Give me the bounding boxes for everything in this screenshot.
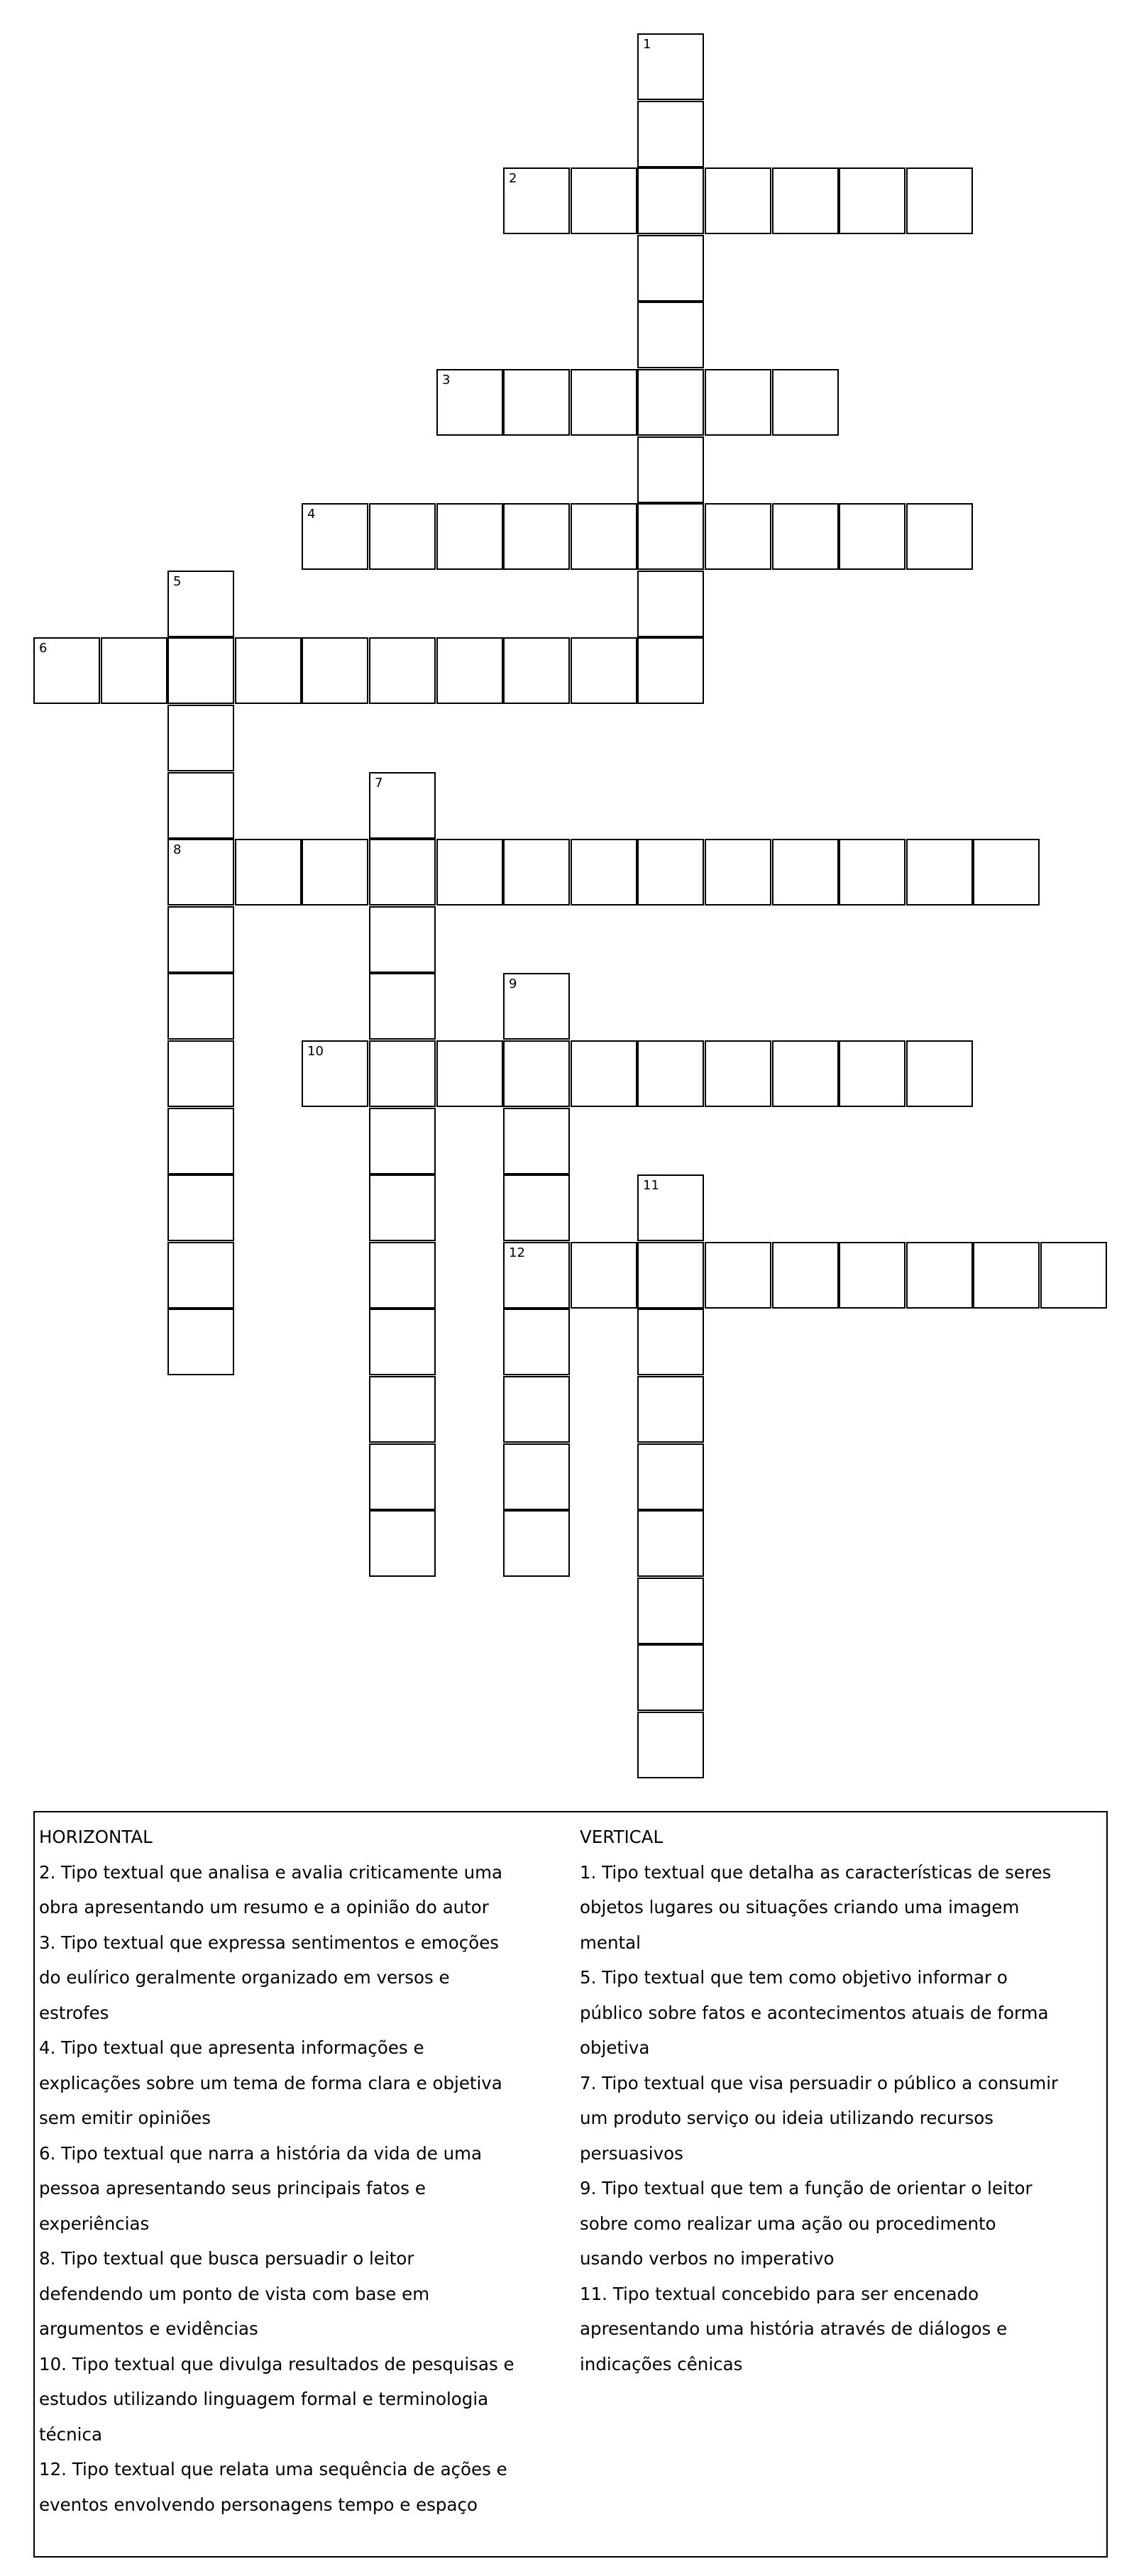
grid-cell[interactable] xyxy=(167,772,234,839)
grid-cell[interactable] xyxy=(503,839,570,906)
grid-cell[interactable] xyxy=(637,235,704,302)
grid-cell[interactable] xyxy=(503,1174,570,1241)
grid-cell[interactable] xyxy=(637,33,704,100)
horizontal-clue-line: 3. Tipo textual que expressa sentimentos e emoções xyxy=(39,1932,500,1953)
grid-cell[interactable] xyxy=(369,1510,436,1577)
clue-number: 12 xyxy=(509,1245,525,1260)
clue-number: 10 xyxy=(307,1044,324,1059)
horizontal-clue-line: do eulírico geralmente organizado em versos e xyxy=(39,1967,450,1988)
grid-cell[interactable] xyxy=(167,1108,234,1174)
grid-cell[interactable] xyxy=(637,1376,704,1443)
grid-cell[interactable] xyxy=(637,302,704,368)
clue-number: 2 xyxy=(509,171,517,186)
grid-cell[interactable] xyxy=(33,637,100,704)
grid-cell[interactable] xyxy=(369,1174,436,1241)
horizontal-clue-line: experiências xyxy=(39,2213,150,2234)
grid-cell[interactable] xyxy=(369,1242,436,1309)
grid-cell[interactable] xyxy=(503,1309,570,1375)
grid-cell[interactable] xyxy=(637,637,704,704)
clue-number: 3 xyxy=(442,373,451,387)
grid-cell[interactable] xyxy=(839,1040,905,1107)
vertical-clue-line: 1. Tipo textual que detalha as características de seres xyxy=(580,1861,1052,1883)
grid-cell[interactable] xyxy=(637,1644,704,1711)
grid-cell[interactable] xyxy=(637,571,704,637)
vertical-clue-line: objetos lugares ou situações criando uma imagem xyxy=(580,1897,1020,1917)
vertical-title: VERTICAL xyxy=(580,1827,664,1847)
vertical-clue-line: 9. Tipo textual que tem a função de orientar o leitor xyxy=(580,2178,1033,2198)
horizontal-title: HORIZONTAL xyxy=(39,1827,153,1847)
vertical-clue-line: apresentando uma história através de diálogos e xyxy=(580,2318,1008,2339)
grid-cell[interactable] xyxy=(705,1040,771,1107)
horizontal-clue-line: pessoa apresentando seus principais fatos e xyxy=(39,2178,426,2198)
grid-cell[interactable] xyxy=(167,637,234,704)
clues-box xyxy=(33,1811,1108,2558)
grid-cell[interactable] xyxy=(167,973,234,1040)
vertical-clue-line: 11. Tipo textual concebido para ser encenado xyxy=(580,2283,979,2304)
grid-cell[interactable] xyxy=(705,1242,771,1309)
grid-cell[interactable] xyxy=(906,839,973,906)
grid-cell[interactable] xyxy=(167,839,234,906)
grid-cell[interactable] xyxy=(369,1376,436,1443)
grid-cell[interactable] xyxy=(369,637,436,704)
grid-cell[interactable] xyxy=(906,1040,973,1107)
grid-cell[interactable] xyxy=(369,1443,436,1510)
grid-cell[interactable] xyxy=(906,167,973,234)
clue-number: 11 xyxy=(643,1178,659,1193)
clue-number: 5 xyxy=(173,574,182,589)
horizontal-clue-line: estrofes xyxy=(39,2002,109,2023)
vertical-clue-line: 7. Tipo textual que visa persuadir o público a consumir xyxy=(580,2072,1059,2093)
grid-cell[interactable] xyxy=(503,973,570,1040)
clue-number: 6 xyxy=(39,641,48,656)
grid-cell[interactable] xyxy=(302,637,368,704)
grid-cell[interactable] xyxy=(167,1309,234,1375)
grid-cell[interactable] xyxy=(637,503,704,570)
clue-number: 1 xyxy=(643,37,651,52)
vertical-clue-line: mental xyxy=(580,1932,641,1953)
grid-cell[interactable] xyxy=(906,503,973,570)
grid-cell[interactable] xyxy=(167,906,234,973)
grid-cell[interactable] xyxy=(503,1040,570,1107)
grid-cell[interactable] xyxy=(503,1510,570,1577)
horizontal-clues xyxy=(39,1820,571,2522)
grid-cell[interactable] xyxy=(637,1174,704,1241)
vertical-clue-line: persuasivos xyxy=(580,2142,683,2164)
grid-cell[interactable] xyxy=(637,839,704,906)
grid-cell[interactable] xyxy=(369,1108,436,1174)
horizontal-clue-line: explicações sobre um tema de forma clara e objetiva xyxy=(39,2072,502,2093)
grid-cell[interactable] xyxy=(235,839,302,906)
grid-cell[interactable] xyxy=(839,167,905,234)
grid-cell[interactable] xyxy=(637,1712,704,1778)
grid-cell[interactable] xyxy=(436,369,503,436)
grid-cell[interactable] xyxy=(839,1242,905,1309)
grid-cell[interactable] xyxy=(503,167,570,234)
grid-cell[interactable] xyxy=(369,772,436,839)
grid-cell[interactable] xyxy=(369,839,436,906)
grid-cell[interactable] xyxy=(839,503,905,570)
grid-cell[interactable] xyxy=(503,1242,570,1309)
vertical-clue-line: público sobre fatos e acontecimentos atuais de forma xyxy=(580,2002,1049,2023)
grid-cell[interactable] xyxy=(637,101,704,167)
grid-cell[interactable] xyxy=(571,167,637,234)
vertical-clue-line: 5. Tipo textual que tem como objetivo informar o xyxy=(580,1967,1008,1988)
grid-cell[interactable] xyxy=(503,1443,570,1510)
vertical-clue-line: objetiva xyxy=(580,2037,650,2058)
clue-number: 7 xyxy=(375,776,383,791)
grid-cell[interactable] xyxy=(839,839,905,906)
grid-cell[interactable] xyxy=(637,1309,704,1375)
grid-cell[interactable] xyxy=(772,167,839,234)
grid-cell[interactable] xyxy=(101,637,167,704)
grid-cell[interactable] xyxy=(571,1040,637,1107)
clue-number: 9 xyxy=(509,976,517,991)
grid-cell[interactable] xyxy=(772,1040,839,1107)
grid-cell[interactable] xyxy=(167,1040,234,1107)
grid-cell[interactable] xyxy=(637,1242,704,1309)
grid-cell[interactable] xyxy=(705,369,771,436)
vertical-clues xyxy=(580,1820,1105,2382)
grid-cell[interactable] xyxy=(503,1108,570,1174)
grid-cell[interactable] xyxy=(436,637,503,704)
grid-cell[interactable] xyxy=(167,571,234,637)
horizontal-clue-line: argumentos e evidências xyxy=(39,2318,258,2339)
clue-number: 4 xyxy=(307,507,316,522)
horizontal-clue-line: 10. Tipo textual que divulga resultados de pesquisas e xyxy=(39,2353,514,2374)
grid-cell[interactable] xyxy=(302,839,368,906)
grid-cell[interactable] xyxy=(167,1242,234,1309)
grid-cell[interactable] xyxy=(503,503,570,570)
grid-cell[interactable] xyxy=(571,839,637,906)
grid-cell[interactable] xyxy=(705,839,771,906)
grid-cell[interactable] xyxy=(772,1242,839,1309)
grid-cell[interactable] xyxy=(503,637,570,704)
grid-cell[interactable] xyxy=(436,503,503,570)
vertical-clue-line: sobre como realizar uma ação ou procedimento xyxy=(580,2213,996,2234)
vertical-clue-line: um produto serviço ou ideia utilizando recursos xyxy=(580,2108,994,2128)
grid-cell[interactable] xyxy=(571,1242,637,1309)
grid-cell[interactable] xyxy=(1040,1242,1107,1309)
horizontal-clue-line: 6. Tipo textual que narra a história da vida de uma xyxy=(39,2142,483,2164)
grid-cell[interactable] xyxy=(369,503,436,570)
grid-cell[interactable] xyxy=(772,503,839,570)
grid-cell[interactable] xyxy=(973,1242,1040,1309)
horizontal-clue-line: sem emitir opiniões xyxy=(39,2108,211,2128)
grid-cell[interactable] xyxy=(369,973,436,1040)
horizontal-clue-line: estudos utilizando linguagem formal e terminologia xyxy=(39,2389,489,2409)
horizontal-clue-line: eventos envolvendo personagens tempo e espaço xyxy=(39,2494,478,2515)
horizontal-clue-lines xyxy=(39,1855,571,2523)
horizontal-clue-line: 8. Tipo textual que busca persuadir o leitor xyxy=(39,2248,414,2269)
grid-cell[interactable] xyxy=(705,167,771,234)
clue-number: 8 xyxy=(173,842,182,857)
grid-cell[interactable] xyxy=(973,839,1040,906)
grid-cell[interactable] xyxy=(302,1040,368,1107)
grid-cell[interactable] xyxy=(235,637,302,704)
grid-cell[interactable] xyxy=(637,1443,704,1510)
grid-cell[interactable] xyxy=(571,637,637,704)
grid-cell[interactable] xyxy=(906,1242,973,1309)
grid-cell[interactable] xyxy=(705,503,771,570)
grid-cell[interactable] xyxy=(167,1174,234,1241)
grid-cell[interactable] xyxy=(503,369,570,436)
grid-cell[interactable] xyxy=(637,167,704,234)
grid-cell[interactable] xyxy=(637,436,704,503)
grid-cell[interactable] xyxy=(369,1309,436,1375)
grid-cell[interactable] xyxy=(772,839,839,906)
grid-cell[interactable] xyxy=(637,1510,704,1577)
grid-cell[interactable] xyxy=(503,1376,570,1443)
grid-cell[interactable] xyxy=(369,1040,436,1107)
horizontal-clue-line: 2. Tipo textual que analisa e avalia criticamente uma xyxy=(39,1861,503,1883)
grid-cell[interactable] xyxy=(436,839,503,906)
grid-cell[interactable] xyxy=(167,705,234,771)
horizontal-clue-line: defendendo um ponto de vista com base em xyxy=(39,2283,430,2304)
grid-cell[interactable] xyxy=(571,369,637,436)
grid-cell[interactable] xyxy=(637,369,704,436)
vertical-clue-lines xyxy=(580,1855,1105,2382)
grid-cell[interactable] xyxy=(436,1040,503,1107)
grid-cell[interactable] xyxy=(571,503,637,570)
horizontal-clue-line: obra apresentando um resumo e a opinião do autor xyxy=(39,1897,489,1917)
horizontal-clue-line: técnica xyxy=(39,2423,102,2445)
horizontal-clue-line: 4. Tipo textual que apresenta informações e xyxy=(39,2037,424,2058)
vertical-clue-line: indicações cênicas xyxy=(580,2353,743,2374)
vertical-clue-line: usando verbos no imperativo xyxy=(580,2248,835,2269)
grid-cell[interactable] xyxy=(637,1040,704,1107)
grid-cell[interactable] xyxy=(637,1578,704,1644)
horizontal-clue-line: 12. Tipo textual que relata uma sequência de ações e xyxy=(39,2459,507,2479)
grid-cell[interactable] xyxy=(772,369,839,436)
grid-cell[interactable] xyxy=(302,503,368,570)
grid-cell[interactable] xyxy=(369,906,436,973)
